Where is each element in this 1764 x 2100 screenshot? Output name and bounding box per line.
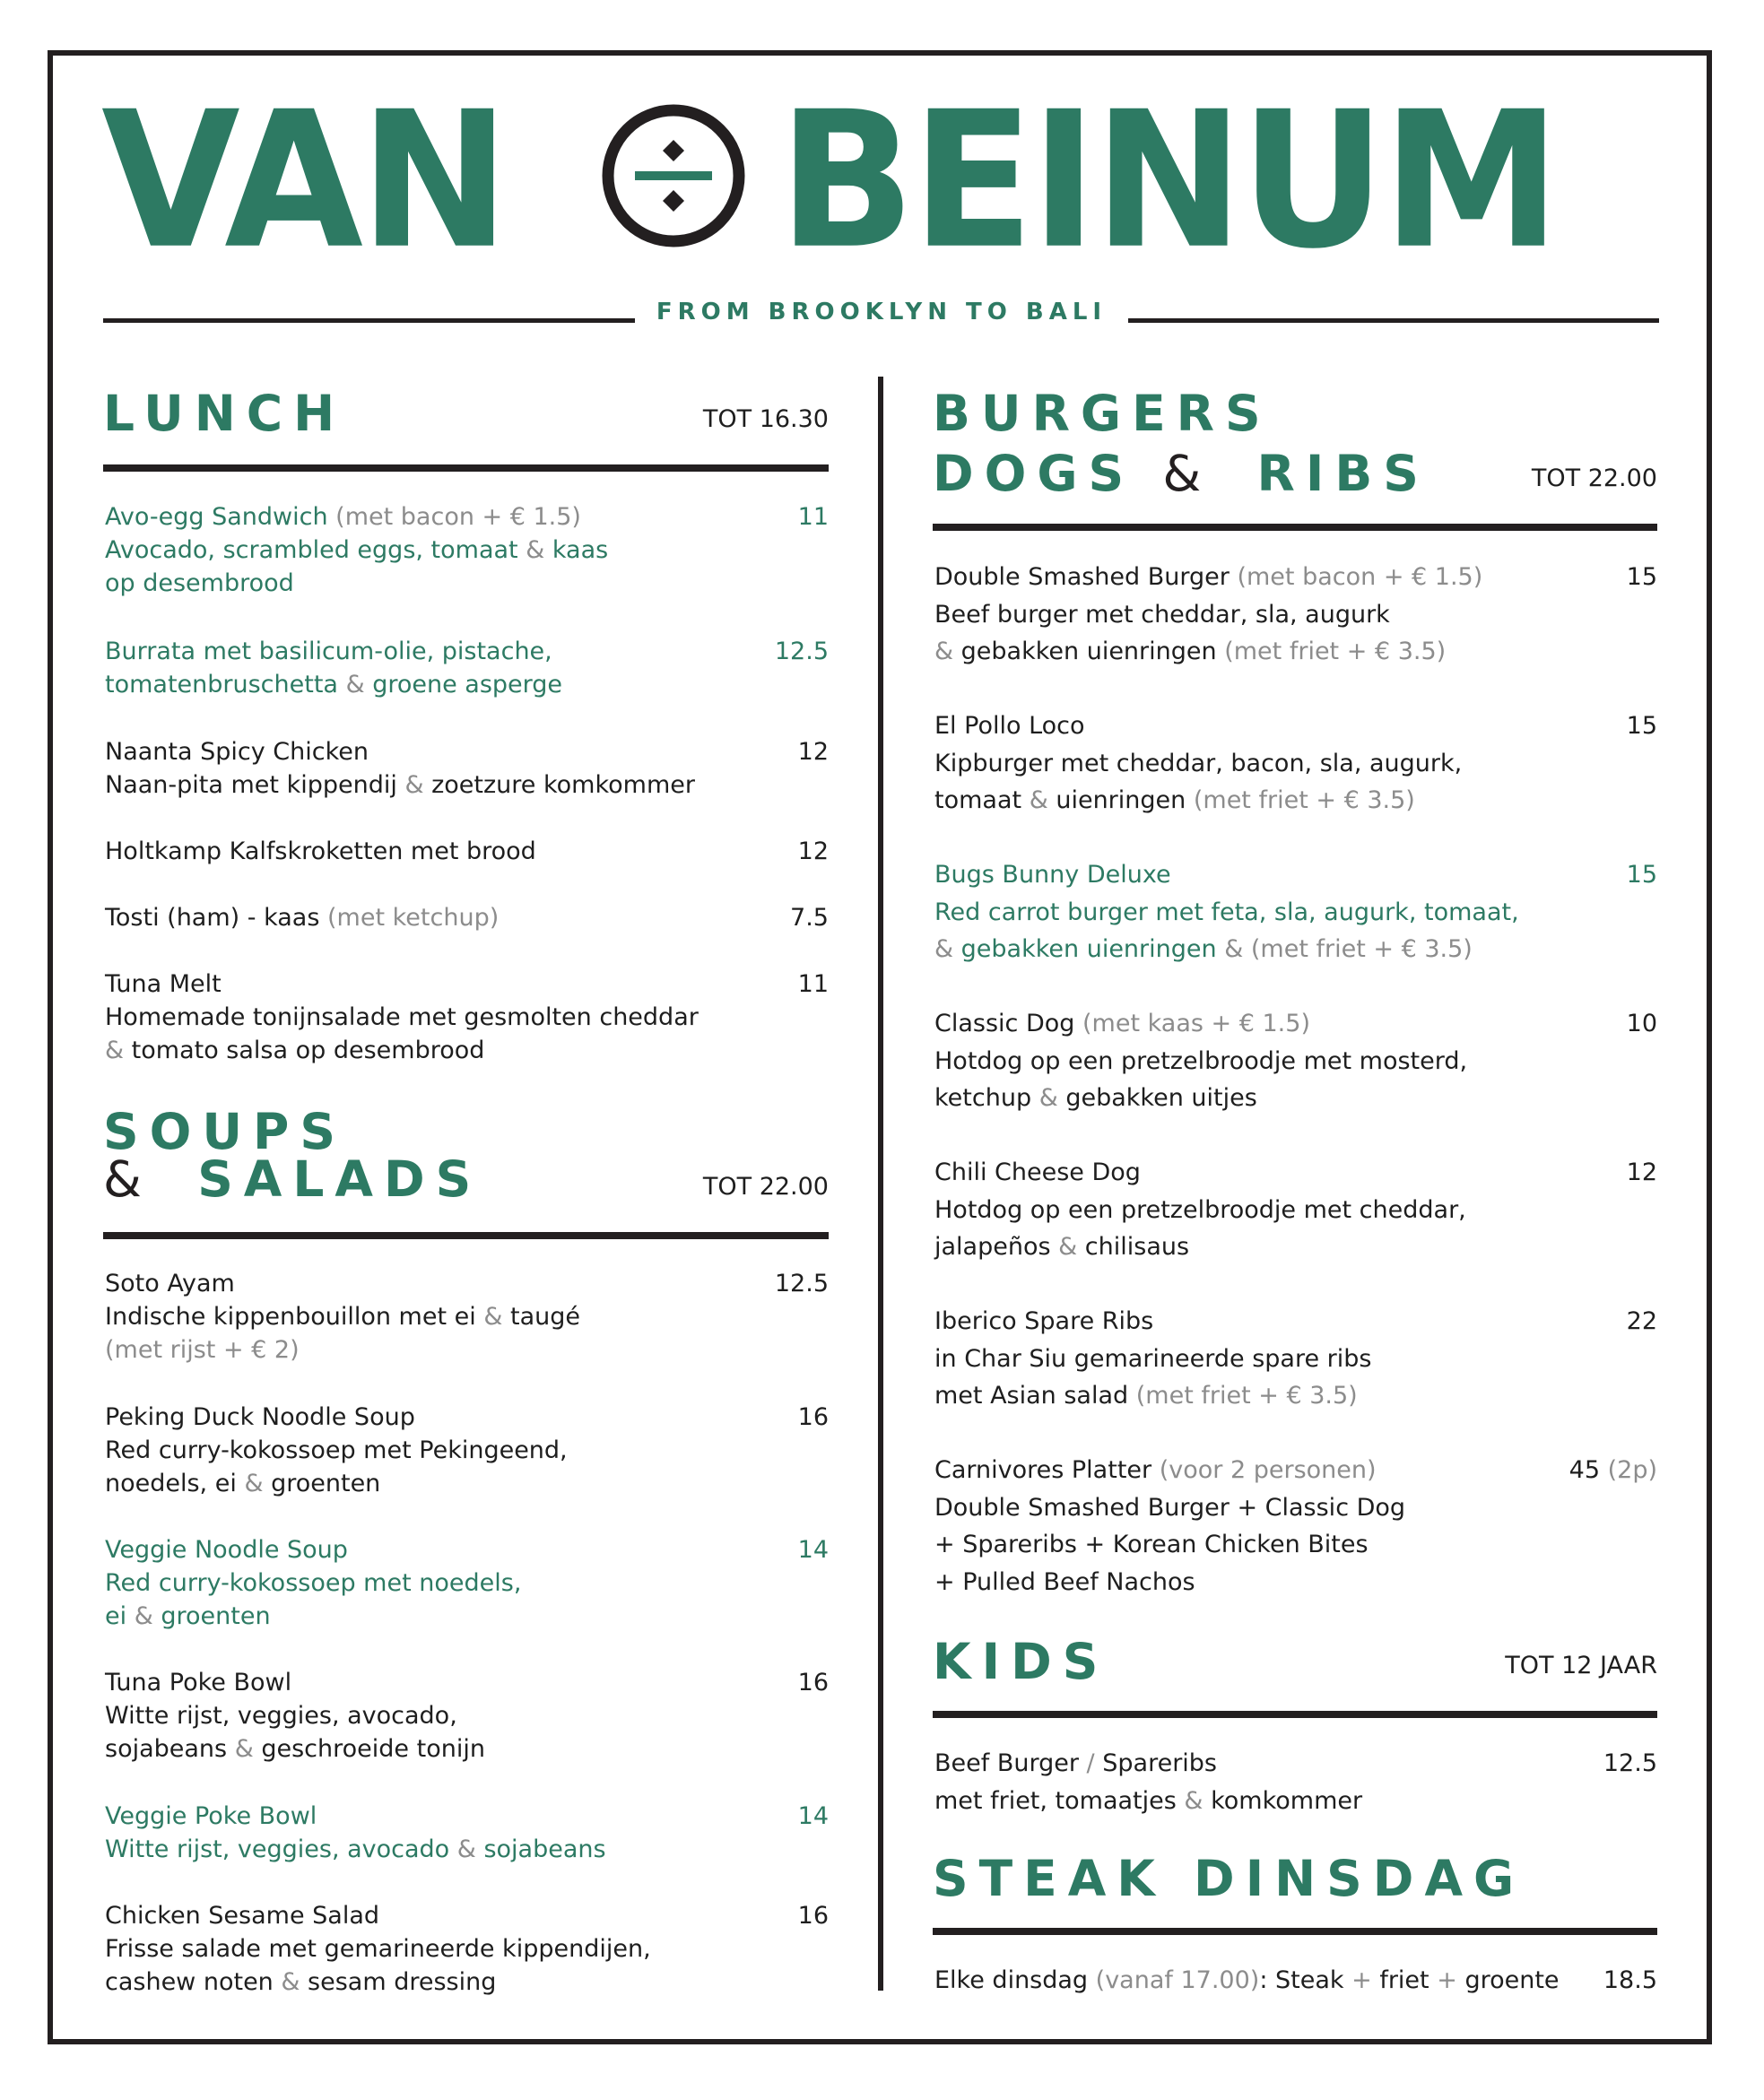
kids-title: KIDS	[933, 1633, 1109, 1690]
item-name: Carnivores Platter	[934, 1456, 1152, 1484]
item-name: Beef Burger	[934, 1749, 1079, 1777]
item-name: Naanta Spicy Chicken	[105, 738, 369, 766]
tagline-rule-left	[103, 318, 635, 323]
menu-item: Elke dinsdag (vanaf 17.00): Steak + friet + groente 18.5	[934, 1962, 1657, 2000]
item-price: 12	[797, 837, 829, 865]
item-name: Holtkamp Kalfskroketten met brood	[105, 837, 536, 865]
item-name: Avo-egg Sandwich	[105, 503, 328, 531]
item-price: 45 (2p)	[1568, 1456, 1657, 1484]
menu-item: Double Smashed Burger (met bacon + € 1.5) Beef burger met cheddar, sla, augurk & gebakken uienringen (met friet + € 3.5) 15	[934, 559, 1657, 671]
item-name: Peking Duck Noodle Soup	[105, 1403, 415, 1431]
item-name: Burrata met basilicum-olie, pistache,	[105, 638, 552, 665]
burgers-time: TOT 22.00	[1531, 464, 1657, 492]
divide-icon	[601, 103, 746, 248]
menu-item	[105, 901, 829, 934]
soups-time: TOT 22.00	[702, 1173, 829, 1201]
salads-title: & SALADS	[103, 1150, 482, 1208]
item-price: 12	[1626, 1158, 1657, 1186]
menu-item: Peking Duck Noodle Soup Red curry-kokossoep met Pekingeend, noedels, ei & groenten 16	[105, 1401, 829, 1500]
lunch-time: TOT 16.30	[702, 405, 829, 433]
menu-item: El Pollo Loco Kipburger met cheddar, bacon, sla, augurk, tomaat & uienringen (met friet + € 3.5) 15	[934, 707, 1657, 820]
item-name: Classic Dog	[934, 1010, 1075, 1037]
menu-item: Avo-egg Sandwich (met bacon + € 1.5) Avocado, scrambled eggs, tomaat & kaas op desembrood 11	[105, 500, 829, 600]
menu-item: Chicken Sesame Salad Frisse salade met gemarineerde kippendijen, cashew noten & sesam dressing 16	[105, 1899, 829, 1999]
burgers-rule	[933, 524, 1657, 531]
lunch-rule	[103, 464, 829, 472]
item-price: 15	[1626, 712, 1657, 740]
tagline: FROM BROOKLYN TO BALI	[656, 299, 1108, 325]
soups-rule	[103, 1232, 829, 1239]
item-name: Bugs Bunny Deluxe	[934, 861, 1171, 889]
item-price: 12.5	[774, 1270, 829, 1297]
soups-title: SOUPS	[103, 1103, 346, 1160]
item-price: 16	[797, 1403, 829, 1431]
item-price: 7.5	[790, 904, 829, 932]
steak-title: STEAK DINSDAG	[933, 1850, 1525, 1907]
item-price: 22	[1626, 1307, 1657, 1335]
menu-item: Tuna Poke Bowl Witte rijst, veggies, avocado, sojabeans & geschroeide tonijn 16	[105, 1666, 829, 1766]
dogs-ribs-title: DOGS & RIBS	[933, 445, 1429, 502]
item-name: Veggie Noodle Soup	[105, 1536, 348, 1564]
menu-item: Tuna Melt Homemade tonijnsalade met gesmolten cheddar & tomato salsa op desembrood 11	[105, 968, 829, 1067]
kids-rule	[933, 1711, 1657, 1718]
kids-time: TOT 12 JAAR	[1505, 1652, 1657, 1679]
lunch-title: LUNCH	[103, 385, 346, 442]
logo	[101, 71, 1662, 291]
item-price: 12.5	[774, 638, 829, 665]
item-name: Tuna Poke Bowl	[105, 1669, 292, 1696]
logo-text-van: VAN	[101, 71, 507, 291]
steak-rule	[933, 1928, 1657, 1935]
item-price: 15	[1626, 563, 1657, 591]
item-name: Iberico Spare Ribs	[934, 1307, 1154, 1335]
item-note: (voor 2 personen)	[1159, 1456, 1377, 1484]
item-name: Double Smashed Burger	[934, 563, 1230, 591]
menu-item: Classic Dog (met kaas + € 1.5) Hotdog op een pretzelbroodje met mosterd, ketchup & gebakken uitjes 10	[934, 1005, 1657, 1117]
item-price: 12.5	[1603, 1749, 1657, 1777]
item-price: 14	[797, 1802, 829, 1830]
menu-item: Bugs Bunny Deluxe Red carrot burger met feta, sla, augurk, tomaat, & gebakken uienringen & (met friet + € 3.5) 15	[934, 856, 1657, 968]
item-name: El Pollo Loco	[934, 712, 1085, 740]
menu-item: Iberico Spare Ribs in Char Siu gemarineerde spare ribs met Asian salad (met friet + € 3.5) 22	[934, 1303, 1657, 1415]
menu-item	[105, 835, 829, 868]
column-divider	[878, 377, 883, 1991]
menu-item: Veggie Poke Bowl Witte rijst, veggies, avocado & sojabeans 14	[105, 1800, 829, 1866]
item-price: 16	[797, 1902, 829, 1930]
item-name: Soto Ayam	[105, 1270, 235, 1297]
tagline-rule-right	[1128, 318, 1659, 323]
item-price: 16	[797, 1669, 829, 1696]
item-name: Tuna Melt	[105, 970, 222, 998]
item-name: Veggie Poke Bowl	[105, 1802, 317, 1830]
item-price: 11	[797, 503, 829, 531]
item-price: 14	[797, 1536, 829, 1564]
menu-item: Soto Ayam Indische kippenbouillon met ei & taugé (met rijst + € 2) 12.5	[105, 1267, 829, 1367]
item-price: 18.5	[1603, 1966, 1657, 1994]
item-price: 10	[1626, 1010, 1657, 1037]
burgers-title: BURGERS	[933, 385, 1272, 442]
menu-item: Naanta Spicy Chicken Naan-pita met kippendij & zoetzure komkommer 12	[105, 735, 829, 802]
menu-item: Beef Burger / Spareribs met friet, tomaatjes & komkommer 12.5	[934, 1745, 1657, 1819]
item-name: Chili Cheese Dog	[934, 1158, 1141, 1186]
menu-item: Carnivores Platter (voor 2 personen) Double Smashed Burger + Classic Dog + Spareribs + Korean Chicken Bites + Pulled Beef Nachos 45 (2p)	[934, 1452, 1657, 1601]
item-name: Tosti (ham) - kaas	[105, 904, 320, 932]
item-name: Chicken Sesame Salad	[105, 1902, 380, 1930]
menu-item: Chili Cheese Dog Hotdog op een pretzelbroodje met cheddar, jalapeños & chilisaus 12	[934, 1154, 1657, 1266]
menu-item: Veggie Noodle Soup Red curry-kokossoep met noedels, ei & groenten 14	[105, 1533, 829, 1633]
item-price: 11	[797, 970, 829, 998]
item-price: 12	[797, 738, 829, 766]
item-price: 15	[1626, 861, 1657, 889]
item-note: (met bacon + € 1.5)	[335, 503, 581, 531]
menu-item: Burrata met basilicum-olie, pistache, tomatenbruschetta & groene asperge 12.5	[105, 635, 829, 701]
item-note: (met ketchup)	[327, 904, 500, 932]
item-note: (met bacon + € 1.5)	[1237, 563, 1483, 591]
logo-text-beinum: BEINUM	[778, 71, 1558, 291]
item-note: (met kaas + € 1.5)	[1082, 1010, 1310, 1037]
